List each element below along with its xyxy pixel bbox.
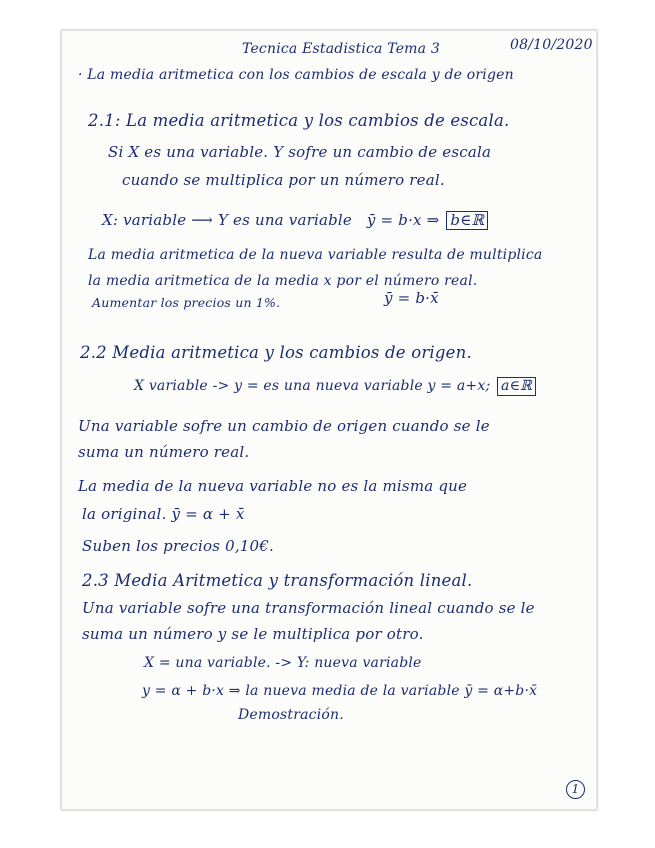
section-2-3-text-3: X = una variable. -> Y: nueva variable	[144, 655, 422, 671]
notebook-page	[61, 30, 597, 810]
section-2-2-text-5: Suben los precios 0,10€.	[82, 537, 274, 555]
section-2-1-line-1: Si X es una variable. Y sofre un cambio de escala	[108, 143, 492, 161]
formula-left: X: variable ⟶ Y es una variable	[102, 211, 352, 229]
section-heading-2-2: 2.2 Media aritmetica y los cambios de origen.	[80, 343, 472, 362]
section-heading-2-3: 2.3 Media Aritmetica y transformación lineal.	[82, 571, 473, 590]
page-subtitle: · La media aritmetica con los cambios de escala y de origen	[78, 67, 514, 83]
section-2-3-text-5: Demostración.	[238, 707, 344, 723]
section-2-3-text-2: suma un número y se le multiplica por otro.	[82, 625, 424, 643]
formula-equation: ȳ = b·x ⇒	[366, 211, 440, 229]
formula-domain-box: a∈ℝ	[497, 377, 536, 396]
section-2-1-line-2: cuando se multiplica por un número real.	[122, 171, 445, 189]
page-date: 08/10/2020	[510, 37, 593, 53]
section-2-1-text-2: la media aritmetica de la media x por el número real.	[88, 273, 478, 289]
section-2-2-text-1: Una variable sofre un cambio de origen cuando se le	[78, 417, 490, 435]
page-title: Tecnica Estadistica Tema 3	[242, 41, 440, 57]
page-number-circle: 1	[566, 780, 585, 799]
section-2-2-text-4: la original. ȳ = α + x̄	[82, 505, 245, 523]
section-2-1-formula	[102, 211, 488, 230]
section-2-3-text-4: y = α + b·x ⇒ la nueva media de la variable ȳ = α+b·x̄	[142, 683, 538, 699]
formula-text: X variable -> y = es una nueva variable y = a+x;	[134, 378, 491, 394]
section-heading-2-1: 2.1: La media aritmetica y los cambios de escala.	[88, 111, 510, 130]
section-2-1-text-1: La media aritmetica de la nueva variable resulta de multiplica	[88, 247, 543, 263]
section-2-2-formula	[134, 377, 536, 396]
section-2-2-text-2: suma un número real.	[78, 443, 250, 461]
section-2-1-text-3: Aumentar los precios un 1%.	[92, 295, 281, 310]
section-2-1-formula-2: ȳ = b·x̄	[384, 289, 439, 307]
page-number	[566, 779, 585, 799]
formula-domain-box: b∈ℝ	[446, 211, 488, 230]
section-2-2-text-3: La media de la nueva variable no es la misma que	[78, 477, 468, 495]
section-2-3-text-1: Una variable sofre una transformación lineal cuando se le	[82, 599, 535, 617]
